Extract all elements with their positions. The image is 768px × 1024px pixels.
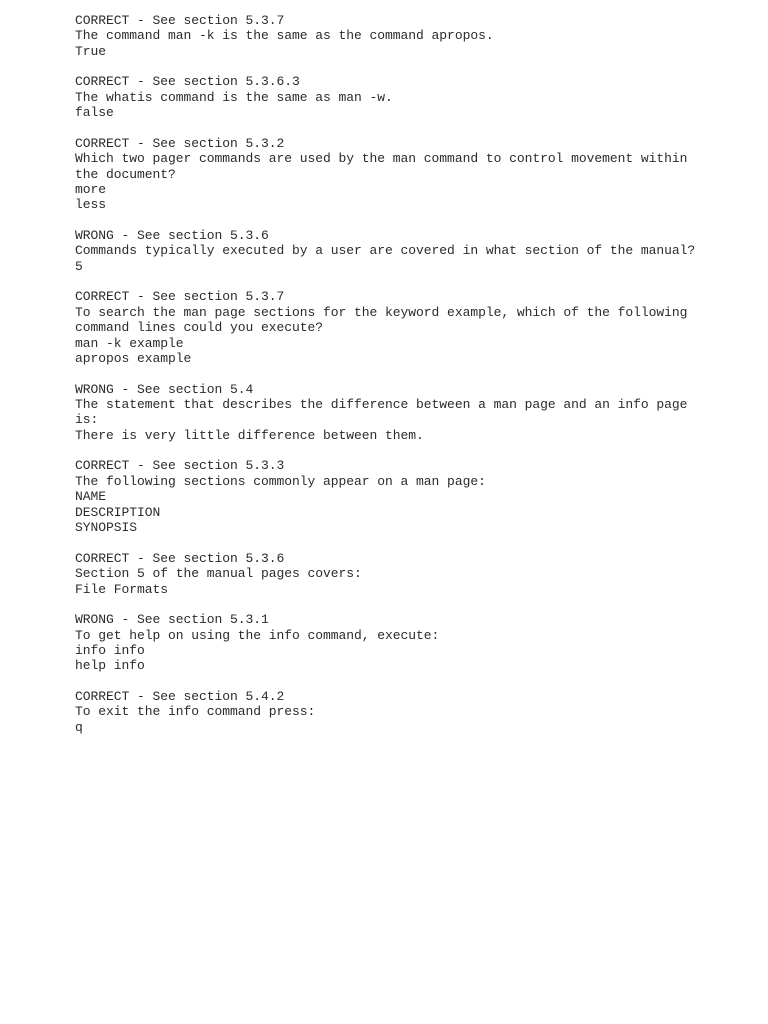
quiz-item [75,612,735,674]
question-text: To exit the info command press: [75,704,316,720]
result-status: WRONG - See section 5.3.6 [75,228,269,244]
answer-text: File Formats [75,581,169,597]
result-status: CORRECT - See section 5.4.2 [75,688,285,704]
quiz-results-document [75,13,735,750]
result-status: WRONG - See section 5.3.1 [75,612,269,628]
question-text: Commands typically executed by a user are covered in what section of the manual? [75,243,696,259]
result-status: CORRECT - See section 5.3.2 [75,135,285,151]
answer-text: SYNOPSIS [75,520,138,536]
quiz-item [75,458,735,535]
result-status: CORRECT - See section 5.3.6.3 [75,74,300,90]
answer-text: false [75,105,114,121]
question-text: To search the man page sections for the keyword example, which of the following command lines could you execute? [75,304,688,336]
answer-text: apropos example [75,351,192,367]
result-status: WRONG - See section 5.4 [75,381,254,397]
answer-text: There is very little difference between them. [75,427,424,443]
quiz-item [75,289,735,366]
quiz-item [75,74,735,120]
quiz-item [75,551,735,597]
answer-text: help info [75,658,145,674]
answer-text: man -k example [75,335,184,351]
question-text: The statement that describes the difference between a man page and an info page is: [75,397,688,428]
quiz-item [75,382,735,444]
result-status: CORRECT - See section 5.3.7 [75,13,285,28]
question-text: The whatis command is the same as man -w. [75,89,393,105]
answer-text: q [75,719,83,735]
answer-text: NAME [75,489,107,505]
question-text: The command man -k is the same as the command apropos. [75,28,494,44]
result-status: CORRECT - See section 5.3.3 [75,458,285,474]
result-status: CORRECT - See section 5.3.6 [75,550,285,566]
question-text: The following sections commonly appear on a man page: [75,473,486,489]
question-text: Which two pager commands are used by the man command to control movement within the document? [75,151,688,182]
answer-text: more [75,182,107,198]
answer-text: True [75,43,107,59]
answer-text: info info [75,642,145,658]
quiz-item [75,689,735,735]
answer-text: 5 [75,258,83,274]
result-status: CORRECT - See section 5.3.7 [75,289,285,305]
answer-text: less [75,197,107,213]
quiz-item [75,13,735,59]
answer-text: DESCRIPTION [75,504,161,520]
quiz-item [75,228,735,274]
question-text: To get help on using the info command, execute: [75,627,440,643]
question-text: Section 5 of the manual pages covers: [75,566,362,582]
quiz-item [75,136,735,213]
